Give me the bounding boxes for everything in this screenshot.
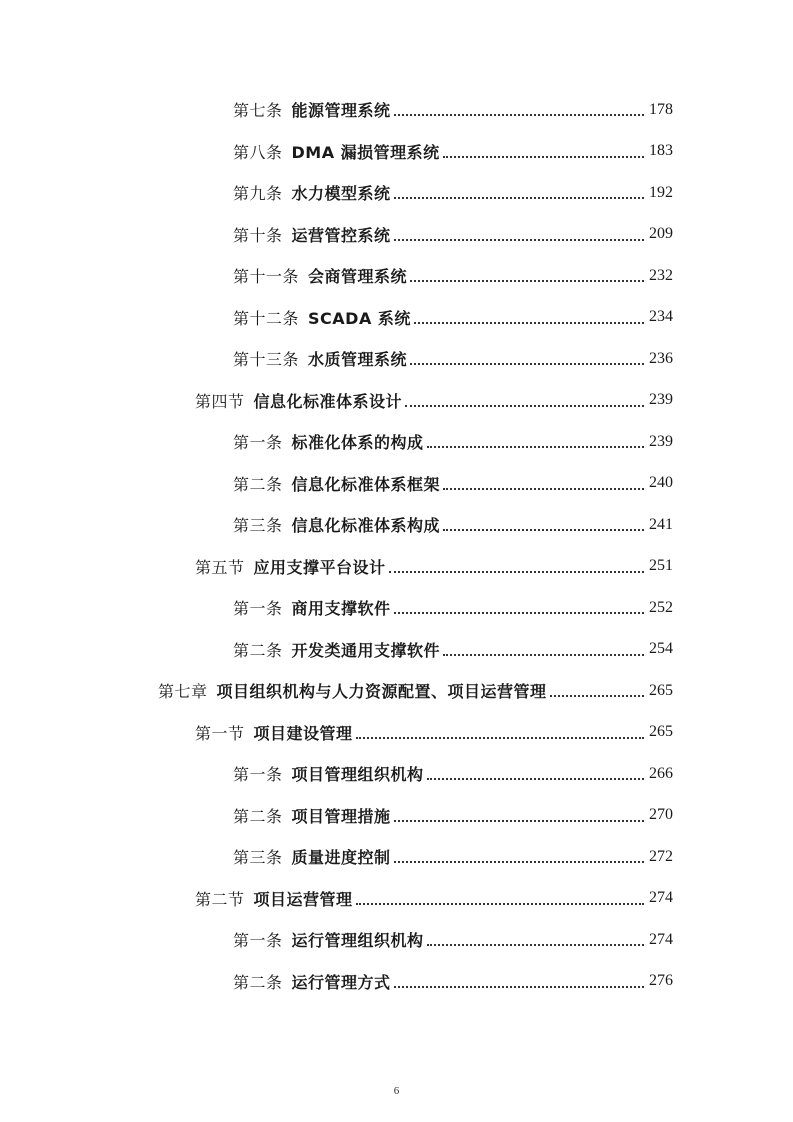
- table-of-contents: [0, 89, 793, 1002]
- dot-leader: [427, 777, 644, 780]
- entry-label: 第三条: [233, 848, 283, 868]
- toc-entry[interactable]: [0, 172, 793, 214]
- toc-entry[interactable]: [0, 421, 793, 463]
- dot-leader: [394, 196, 644, 199]
- entry-page-number: 265: [649, 681, 673, 699]
- entry-label: 第一条: [233, 599, 283, 619]
- entry-title: 水质管理系统: [308, 350, 408, 370]
- dot-leader: [443, 155, 644, 158]
- entry-page-number: 178: [649, 100, 673, 118]
- toc-entry[interactable]: [0, 670, 793, 712]
- toc-entry[interactable]: [0, 338, 793, 380]
- toc-entry[interactable]: [0, 919, 793, 961]
- entry-page-number: 270: [649, 806, 673, 824]
- entry-page-number: 234: [649, 308, 673, 326]
- entry-label: 第二条: [233, 972, 283, 992]
- entry-page-number: 236: [649, 349, 673, 367]
- entry-page-number: 239: [649, 432, 673, 450]
- entry-title: 运行管理方式: [291, 972, 391, 992]
- entry-page-number: 232: [649, 266, 673, 284]
- toc-entry[interactable]: [0, 297, 793, 339]
- entry-label: 第二节: [195, 889, 245, 909]
- page-number: 6: [393, 1085, 400, 1097]
- toc-entry[interactable]: [0, 753, 793, 795]
- entry-title: 会商管理系统: [308, 267, 408, 287]
- toc-entry[interactable]: [0, 795, 793, 837]
- dot-leader: [414, 321, 644, 324]
- toc-entry[interactable]: [0, 546, 793, 588]
- entry-page-number: 266: [649, 764, 673, 782]
- entry-title: 信息化标准体系构成: [291, 516, 441, 536]
- dot-leader: [443, 528, 644, 531]
- entry-page-number: 252: [649, 598, 673, 616]
- dot-leader: [405, 404, 644, 407]
- entry-title: 信息化标准体系设计: [253, 391, 403, 411]
- entry-label: 第七章: [158, 682, 208, 702]
- entry-page-number: 276: [649, 972, 673, 990]
- entry-title: 项目建设管理: [253, 723, 353, 743]
- entry-title: 标准化体系的构成: [291, 433, 424, 453]
- entry-title: 商用支撑软件: [291, 599, 391, 619]
- dot-leader: [443, 653, 644, 656]
- dot-leader: [394, 238, 644, 241]
- entry-page-number: 241: [649, 515, 673, 533]
- dot-leader: [356, 902, 644, 905]
- toc-entry[interactable]: [0, 504, 793, 546]
- entry-title: 项目运营管理: [253, 889, 353, 909]
- entry-page-number: 272: [649, 847, 673, 865]
- entry-title: 运营管控系统: [291, 225, 391, 245]
- toc-entry[interactable]: [0, 961, 793, 1003]
- entry-title: 项目管理组织机构: [291, 765, 424, 785]
- entry-label: 第八条: [233, 142, 283, 162]
- entry-label: 第十二条: [233, 308, 300, 328]
- dot-leader: [356, 736, 644, 739]
- entry-page-number: 239: [649, 391, 673, 409]
- entry-page-number: 274: [649, 889, 673, 907]
- entry-page-number: 274: [649, 930, 673, 948]
- entry-page-number: 254: [649, 640, 673, 658]
- toc-entry[interactable]: [0, 629, 793, 671]
- dot-leader: [394, 611, 644, 614]
- entry-label: 第十条: [233, 225, 283, 245]
- entry-page-number: 209: [649, 225, 673, 243]
- entry-label: 第二条: [233, 474, 283, 494]
- entry-title: SCADA 系统: [308, 308, 411, 328]
- entry-label: 第二条: [233, 640, 283, 660]
- entry-title: 运行管理组织机构: [291, 931, 424, 951]
- entry-title: 能源管理系统: [291, 101, 391, 121]
- entry-page-number: 251: [649, 557, 673, 575]
- entry-label: 第七条: [233, 101, 283, 121]
- entry-label: 第二条: [233, 806, 283, 826]
- toc-entry[interactable]: [0, 587, 793, 629]
- dot-leader: [443, 487, 644, 490]
- toc-entry[interactable]: [0, 836, 793, 878]
- toc-entry[interactable]: [0, 380, 793, 422]
- dot-leader: [410, 279, 644, 282]
- entry-title: 项目组织机构与人力资源配置、项目运营管理: [216, 682, 547, 702]
- toc-entry[interactable]: [0, 89, 793, 131]
- toc-entry[interactable]: [0, 878, 793, 920]
- dot-leader: [394, 113, 644, 116]
- toc-entry[interactable]: [0, 131, 793, 173]
- entry-label: 第十一条: [233, 267, 300, 287]
- dot-leader: [410, 362, 644, 365]
- dot-leader: [427, 943, 644, 946]
- toc-entry[interactable]: [0, 712, 793, 754]
- entry-title: 应用支撑平台设计: [253, 557, 386, 577]
- entry-page-number: 240: [649, 474, 673, 492]
- entry-label: 第一节: [195, 723, 245, 743]
- dot-leader: [394, 860, 644, 863]
- entry-page-number: 183: [649, 142, 673, 160]
- dot-leader: [394, 819, 644, 822]
- entry-label: 第三条: [233, 516, 283, 536]
- entry-title: 开发类通用支撑软件: [291, 640, 441, 660]
- entry-label: 第五节: [195, 557, 245, 577]
- entry-title: 信息化标准体系框架: [291, 474, 441, 494]
- dot-leader: [394, 985, 644, 988]
- entry-label: 第一条: [233, 765, 283, 785]
- toc-entry[interactable]: [0, 214, 793, 256]
- entry-label: 第四节: [195, 391, 245, 411]
- entry-page-number: 265: [649, 723, 673, 741]
- entry-label: 第十三条: [233, 350, 300, 370]
- entry-title: DMA 漏损管理系统: [291, 142, 440, 162]
- dot-leader: [550, 694, 644, 697]
- entry-page-number: 192: [649, 183, 673, 201]
- entry-label: 第九条: [233, 184, 283, 204]
- entry-title: 项目管理措施: [291, 806, 391, 826]
- entry-title: 水力模型系统: [291, 184, 391, 204]
- toc-entry[interactable]: [0, 255, 793, 297]
- entry-title: 质量进度控制: [291, 848, 391, 868]
- entry-label: 第一条: [233, 931, 283, 951]
- toc-entry[interactable]: [0, 463, 793, 505]
- dot-leader: [389, 570, 644, 573]
- entry-label: 第一条: [233, 433, 283, 453]
- dot-leader: [427, 445, 644, 448]
